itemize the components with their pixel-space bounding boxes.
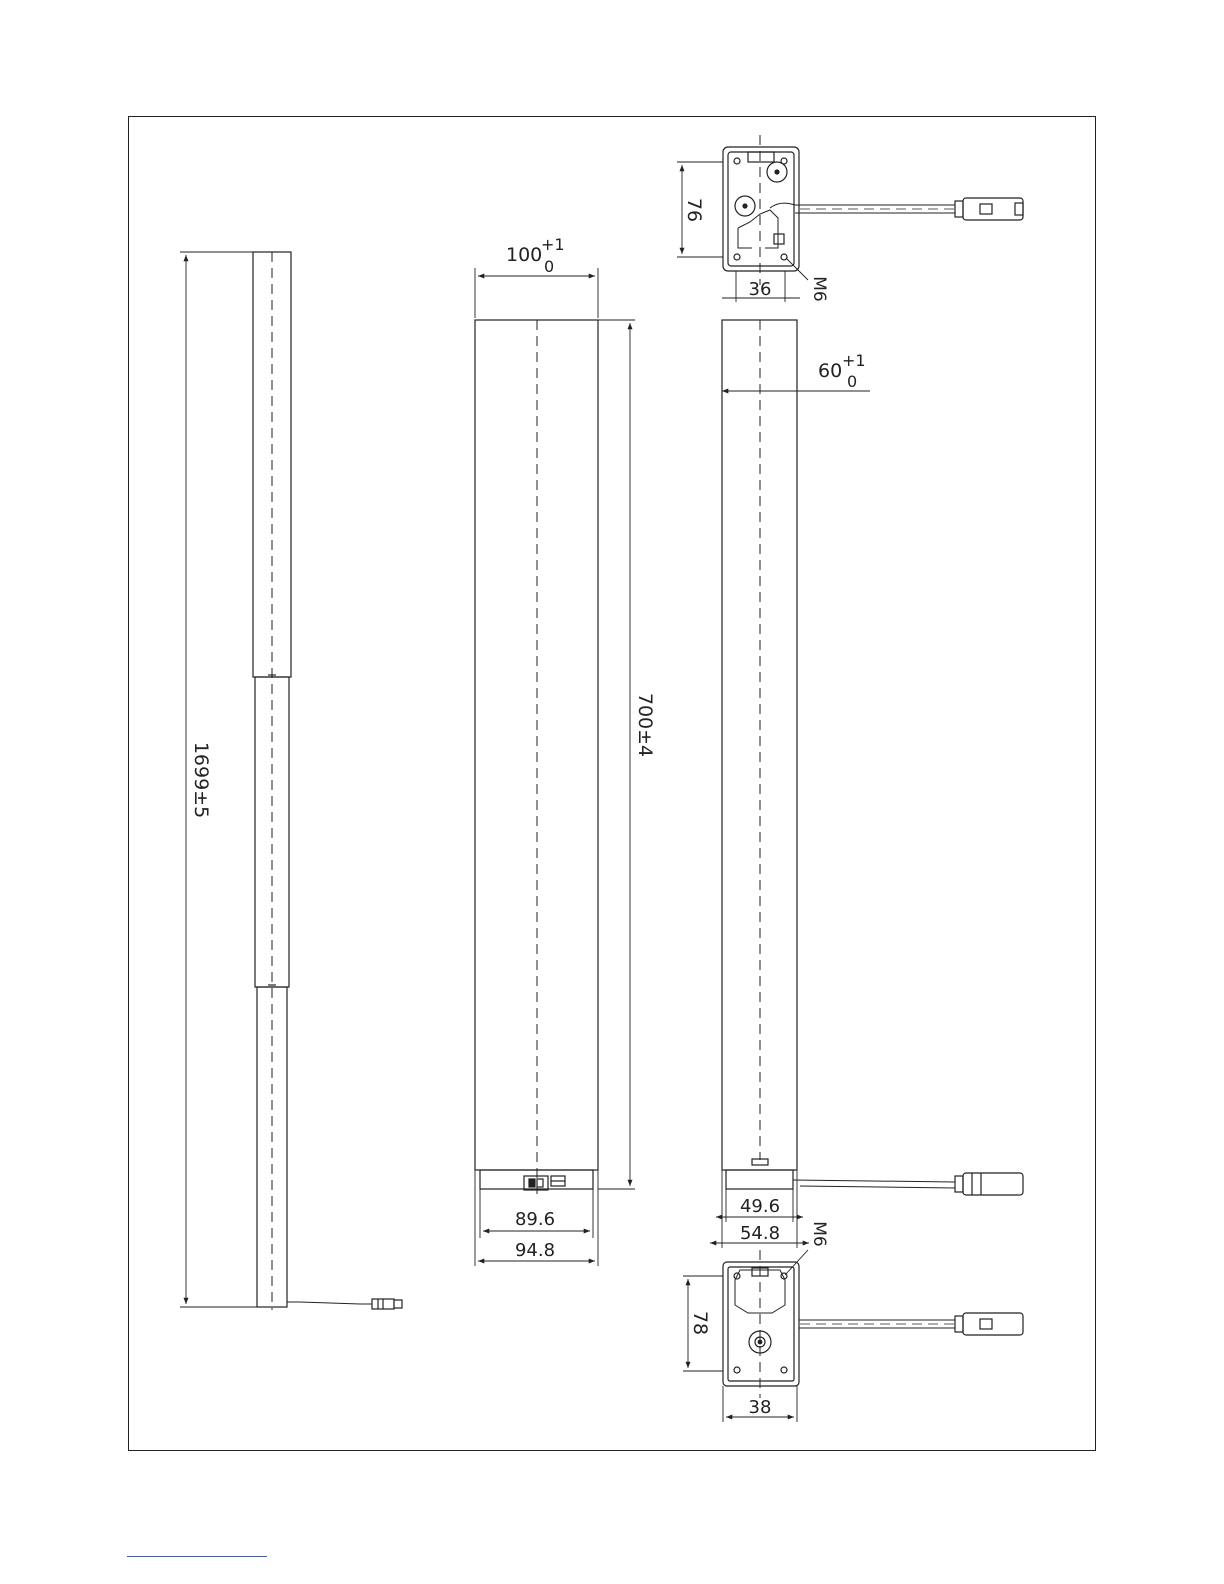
bottom-width-label: 38 — [748, 1397, 772, 1418]
width-100-label: 100 — [506, 244, 543, 266]
width-60-label: 60 — [818, 360, 843, 382]
bottom-end-view — [683, 1250, 1023, 1422]
side-base — [726, 1170, 793, 1189]
side-cable — [793, 1180, 955, 1182]
bottom-height-label: 78 — [689, 1310, 711, 1336]
lower-tube — [257, 987, 287, 1307]
bottom-thread-label: M6 — [809, 1221, 829, 1247]
width-100-tol-upper: +1 — [541, 235, 565, 254]
top-plug — [963, 198, 1023, 220]
top-width-label: 36 — [748, 279, 772, 300]
extended-length-label: 1699±5 — [190, 741, 212, 819]
retracted-front-view — [475, 268, 635, 1266]
top-plate-outer — [723, 147, 799, 271]
top-thread-leader — [786, 258, 808, 280]
bottom-plug — [963, 1313, 1023, 1335]
connector — [524, 1176, 548, 1190]
top-end-view — [677, 135, 1023, 302]
base-width-948-label: 94.8 — [514, 1240, 556, 1261]
width-100-tol-lower: 0 — [544, 257, 555, 276]
top-height-label: 76 — [683, 197, 705, 223]
base-width-896-label: 89.6 — [514, 1209, 556, 1230]
width-60-tol-lower: 0 — [847, 372, 858, 391]
extended-column-view — [180, 252, 402, 1310]
bottom-plate-outer — [723, 1262, 799, 1386]
retracted-side-view — [710, 320, 1023, 1248]
width-60-tol-upper: +1 — [842, 351, 866, 370]
base-width-548-label: 54.8 — [739, 1223, 781, 1244]
base-width-496-label: 49.6 — [739, 1196, 781, 1217]
retracted-length-label: 700±4 — [634, 692, 656, 758]
top-thread-label: M6 — [809, 276, 829, 302]
cable — [287, 1302, 372, 1304]
footer-rule — [127, 1556, 267, 1557]
